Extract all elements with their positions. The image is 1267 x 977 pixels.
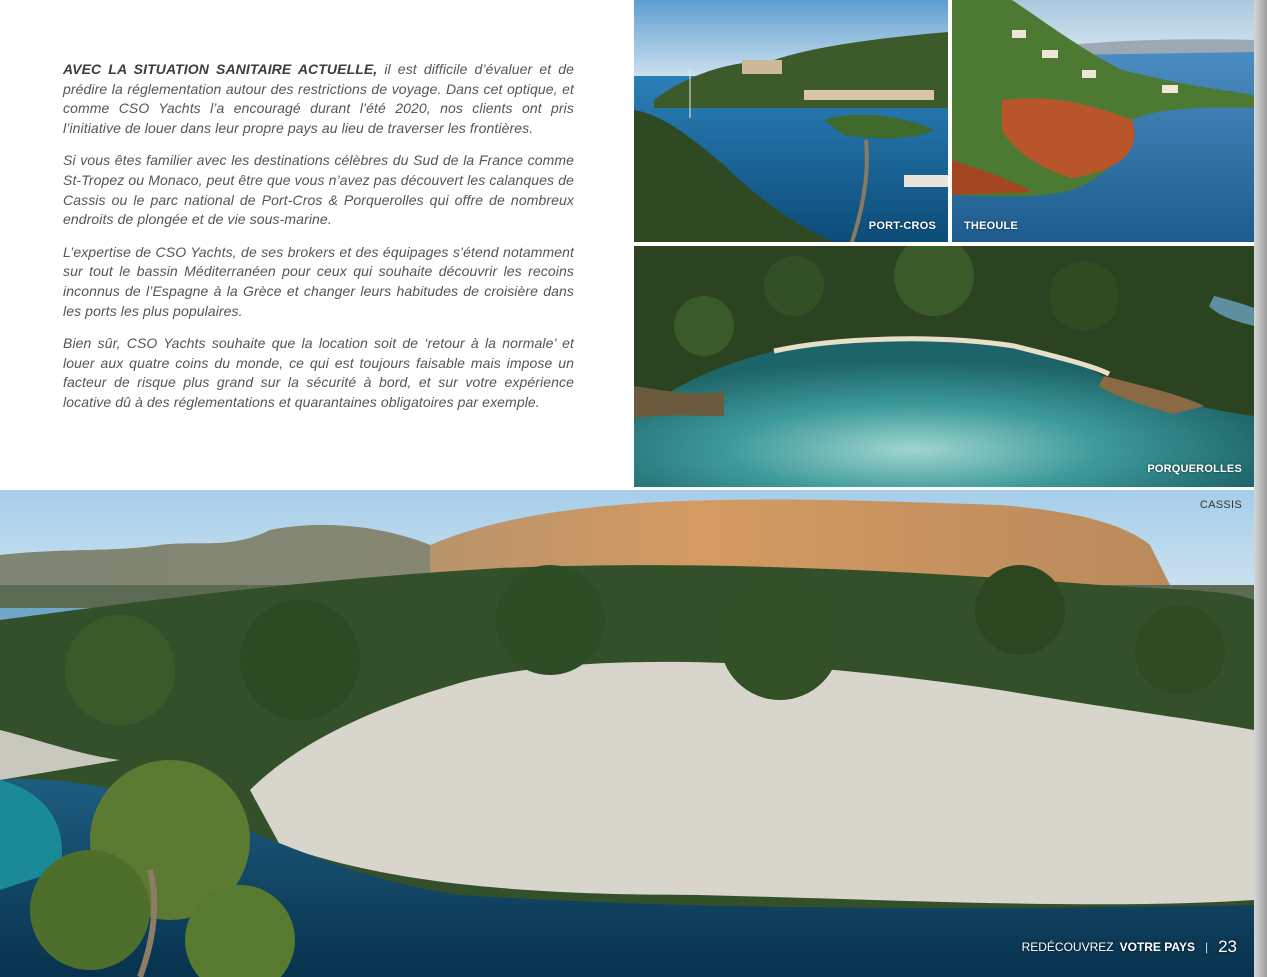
- paragraph-3: L’expertise de CSO Yachts, de ses brokers et des équipages s’étend notamment sur tout le bassin Méditerranéen pour ceux qui souhaite découvrir les recoins inconnus de l’Espagne à la Grèce et changer leurs habitudes de croisière dans les ports les plus populaires.: [63, 243, 574, 319]
- photo-port-cros: [634, 0, 948, 242]
- paragraph-1: [63, 60, 574, 138]
- paragraph-1-body: il est difficile d’évaluer et de prédire la réglementation autour des restrictions de voyage. Dans cet optique, et comme CSO Yachts l’a encouragé durant l’été 2020, nos clients ont pris l’initiative de louer dans leur propre pays au lieu de traverser les frontières.: [63, 61, 575, 136]
- page-edge-strip: [1254, 0, 1267, 977]
- footer-section-title: VOTRE PAYS: [1119, 940, 1195, 954]
- photo-theoule: [952, 0, 1254, 242]
- cassis-image: [0, 490, 1254, 977]
- footer-separator: |: [1204, 940, 1209, 954]
- porquerolles-image: [634, 246, 1254, 487]
- port-cros-image: [634, 0, 948, 242]
- photo-cassis: [0, 490, 1254, 977]
- caption-theoule: THEOULE: [964, 220, 1018, 232]
- theoule-image: [952, 0, 1254, 242]
- paragraph-2: Si vous êtes familier avec les destinations célèbres du Sud de la France comme St-Tropez ou Monaco, peut être que vous n’avez pas découvert les calanques de Cassis ou le parc national de Port-Cros & Porquerolles qui offre de nombreux endroits de plongée et de vie sous-marine.: [63, 152, 574, 228]
- caption-port-cros: PORT-CROS: [868, 220, 936, 232]
- paragraph-1-lead: AVEC LA SITUATION SANITAIRE ACTUELLE,: [63, 61, 378, 77]
- article-text: [63, 60, 574, 426]
- caption-cassis: CASSIS: [1199, 499, 1242, 511]
- caption-porquerolles: PORQUEROLLES: [1147, 463, 1242, 475]
- page-footer: [1022, 937, 1237, 957]
- footer-section-prefix: REDÉCOUVREZ: [1021, 940, 1114, 954]
- paragraph-4: Bien sûr, CSO Yachts souhaite que la location soit de ‘retour à la normale’ et louer aux quatre coins du monde, ce qui est toujours faisable mais impose un facteur de risque plus grand sur la sécurité à bord, et sur votre expérience locative dû à des réglementations et quarantaines obligatoires par exemple.: [63, 335, 574, 410]
- page-number: 23: [1218, 937, 1237, 956]
- photo-porquerolles: [634, 246, 1254, 487]
